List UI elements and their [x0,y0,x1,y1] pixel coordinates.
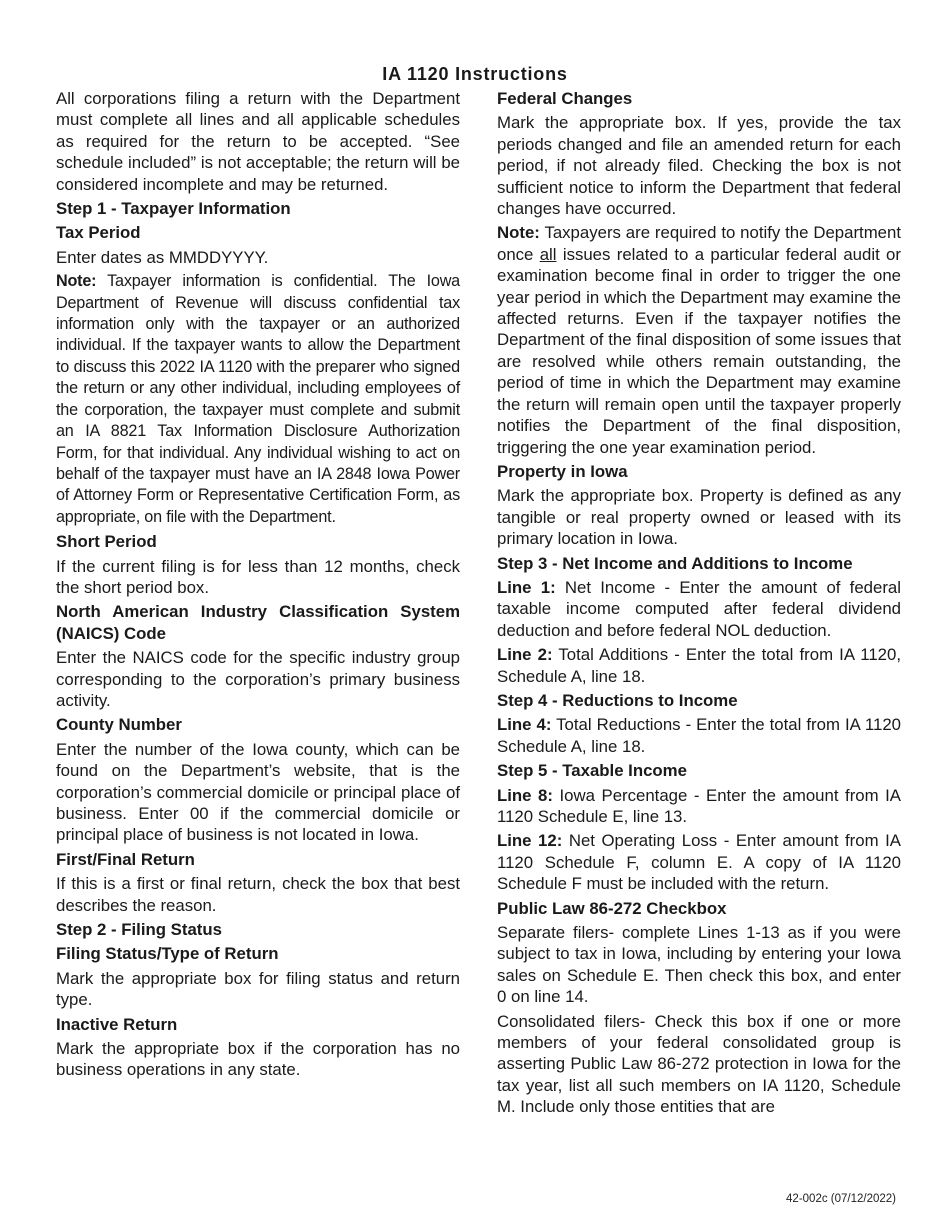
line8-text [497,785,901,828]
property-text: Mark the appropriate box. Property is defined as any tangible or real property owned or leased with its primary location in Iowa. [497,486,901,549]
step3-heading: Step 3 - Net Income and Additions to Income [497,553,853,573]
confidentiality-note [56,271,460,528]
note-text: Taxpayer information is confidential. The Iowa Department of Revenue will discuss confidential tax information only with the taxpayer or an authorized individual. If the taxpayer wants to allow the Department to discuss this 2022 IA 1120 with the preparer who signed the return or any other individual, including employees of the corporation, the taxpayer must complete and submit an IA 8821 Tax Information Disclosure Authorization Form, for that individual. Any individual wishing to act on behalf of the taxpayer must have an IA 2848 Iowa Power of Attorney Form or Representative Certification Form, as appropriate, on file with the Department. [56,272,460,526]
step1-heading: Step 1 - Taxpayer Information [56,199,291,219]
line1-text [497,577,901,641]
naics-heading: North American Industry Classification System (NAICS) Code [56,602,460,643]
note-text-a: Taxpayers are required to notify the Department once [497,223,901,264]
note-label: Note: [56,272,97,291]
page-title: IA 1120 Instructions [382,64,568,84]
short-period-heading: Short Period [56,532,157,552]
property-heading: Property in Iowa [497,461,628,481]
federal-changes-text: Mark the appropriate box. If yes, provide the tax periods changed and file an amended return for each period, if not already filed. Checking the box is not sufficient notice to inform the Department that federal changes have occurred. [497,113,901,219]
naics-text: Enter the NAICS code for the specific industry group corresponding to the corporation’s primary business activity. [56,648,460,710]
note-label: Note: [497,223,540,243]
filing-status-text: Mark the appropriate box for filing status and return type. [56,968,460,1010]
county-heading: County Number [56,715,182,735]
first-final-text: If this is a first or final return, check the box that best describes the reason. [56,874,460,915]
line12-text [497,830,901,894]
line12-desc: Net Operating Loss - Enter amount from IA 1120 Schedule F, column E. A copy of IA 1120 Schedule F must be included with the return. [497,831,901,894]
inactive-heading: Inactive Return [56,1014,178,1034]
line2-text [497,644,901,687]
public-law-separate-text: Separate filers- complete Lines 1-13 as if you were subject to tax in Iowa, including by entering your Iowa sales on Schedule E. Then check this box, and enter 0 on line 14. [497,923,901,1007]
federal-changes-heading: Federal Changes [497,89,633,108]
first-final-heading: First/Final Return [56,849,195,869]
public-law-heading: Public Law 86-272 Checkbox [497,898,727,918]
line1-label: Line 1: [497,577,556,597]
short-period-text: If the current filing is for less than 12 months, check the short period box. [56,556,460,597]
form-number-footer: 42-002c (07/12/2022) [786,1193,896,1205]
step2-heading: Step 2 - Filing Status [56,920,222,940]
line2-desc: Total Additions - Enter the total from IA 1120, Schedule A, line 18. [497,645,901,686]
intro-paragraph: All corporations filing a return with the Department must complete all lines and all applicable schedules as required for the return to be accepted. “See schedule included” is not acceptable; the return will be considered incomplete and may be returned. [56,89,460,194]
line8-label: Line 8: [497,785,553,805]
public-law-consolidated-text: Consolidated filers- Check this box if one or more members of your federal consolidated group is asserting Public Law 86-272 protection in Iowa for the tax year, list all such members on IA 1120, Schedule M. Include only those entities that are [497,1011,901,1117]
note-underlined-word: all [539,244,557,264]
tax-period-text: Enter dates as MMDDYYYY. [56,247,269,267]
federal-note [497,222,901,457]
line12-label: Line 12: [497,831,563,851]
line2-label: Line 2: [497,645,553,665]
note-text-b: issues related to a particular federal audit or examination become final in order to trigger the one year period in which the Department may examine the affected returns. Even if the taxpayer notifies the Department of the final disposition of some issues that are resolved while others remain outstanding, the period of time in which the Department may examine the return will remain open until the taxpayer properly notifies the Department of the final disposition, triggering the one year examination period. [497,244,901,457]
line1-desc: Net Income - Enter the amount of federal taxable income computed after federal dividend deduction and before federal NOL deduction. [497,577,901,640]
line4-text [497,714,901,757]
line8-desc: Iowa Percentage - Enter the amount from IA 1120 Schedule E, line 13. [497,785,901,826]
county-text: Enter the number of the Iowa county, which can be found on the Department’s website, that is the corporation’s commercial domicile or principal place of business. Enter 00 if the commercial domicile or principal place of business is not located in Iowa. [56,739,460,845]
tax-period-heading: Tax Period [56,223,141,243]
inactive-text: Mark the appropriate box if the corporation has no business operations in any state. [56,1039,460,1080]
left-column [56,88,460,1084]
filing-status-heading: Filing Status/Type of Return [56,944,279,964]
right-column [497,88,901,1121]
step4-heading: Step 4 - Reductions to Income [497,690,738,710]
step5-heading: Step 5 - Taxable Income [497,761,687,781]
line4-label: Line 4: [497,715,552,735]
line4-desc: Total Reductions - Enter the total from IA 1120 Schedule A, line 18. [497,715,901,756]
